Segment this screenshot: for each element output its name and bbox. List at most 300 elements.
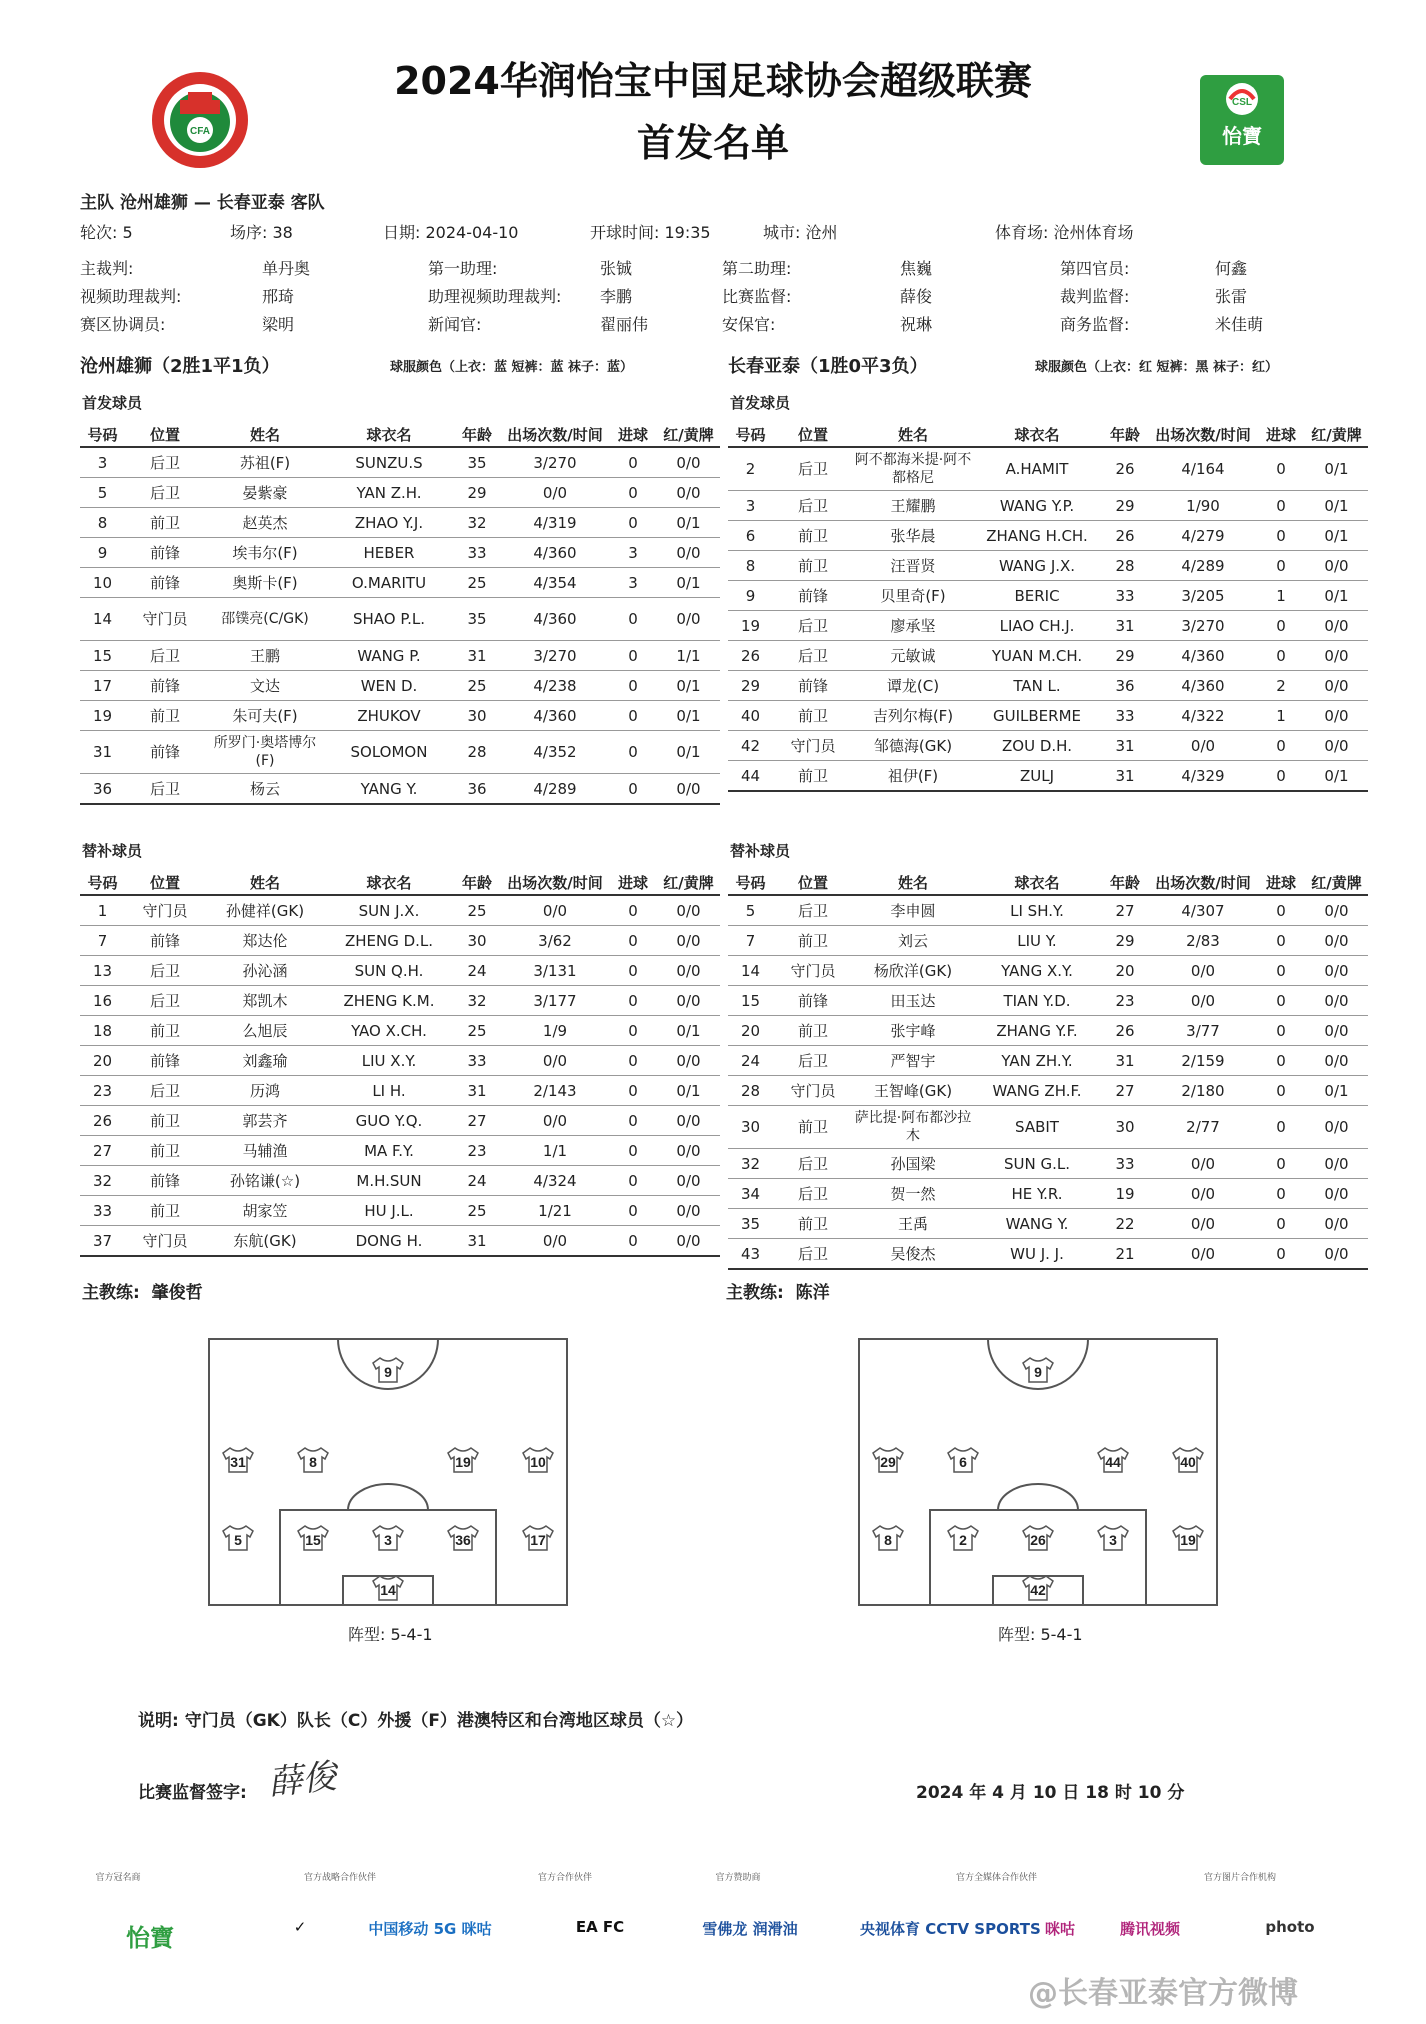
table-cell: 3/270 (501, 641, 609, 671)
table-cell: 0/0 (1305, 895, 1368, 926)
table-cell: SUN J.X. (325, 895, 453, 926)
table-cell: 孙国梁 (853, 1149, 973, 1179)
table-cell: 36 (1101, 671, 1149, 701)
table-cell: 33 (453, 538, 501, 568)
table-cell: YAO X.CH. (325, 1016, 453, 1046)
sponsor-category: 官方图片合作机构 (1203, 1873, 1276, 1883)
table-row (728, 1149, 1368, 1179)
table-cell: 0/0 (657, 538, 720, 568)
shirt-number: 19 (1180, 1532, 1196, 1548)
table-cell: 24 (728, 1046, 773, 1076)
table-row (80, 956, 720, 986)
column-header: 进球 (1257, 422, 1305, 447)
table-cell: 0 (1257, 956, 1305, 986)
table-cell: 0/0 (501, 1106, 609, 1136)
table-cell: 0/0 (1149, 731, 1257, 761)
table-cell: 0/0 (1305, 731, 1368, 761)
table-cell: 35 (453, 598, 501, 641)
table-cell: 3/205 (1149, 581, 1257, 611)
table-cell: 0/0 (1305, 1046, 1368, 1076)
column-header: 进球 (609, 870, 657, 895)
home-team-name: 沧州雄狮（2胜1平1负） (80, 356, 280, 377)
table-cell: 奥斯卡(F) (205, 568, 325, 598)
column-header: 球衣名 (973, 422, 1101, 447)
table-cell: 前锋 (125, 671, 205, 701)
shirt-number: 9 (384, 1364, 392, 1380)
table-cell: LIAO CH.J. (973, 611, 1101, 641)
sponsor-logo: photo (1265, 1918, 1315, 1936)
official-role-2-4: 安保官: (722, 315, 776, 334)
table-cell: 0/0 (657, 1136, 720, 1166)
table-cell: 14 (728, 956, 773, 986)
table-cell: 前卫 (773, 1106, 853, 1149)
table-cell: 4/238 (501, 671, 609, 701)
table-cell: 31 (1101, 761, 1149, 792)
column-header: 进球 (1257, 870, 1305, 895)
table-cell: 35 (728, 1209, 773, 1239)
table-cell: 0/0 (657, 956, 720, 986)
table-cell: 3 (728, 491, 773, 521)
table-cell: 0 (609, 1196, 657, 1226)
column-header: 球衣名 (973, 870, 1101, 895)
table-cell: 0 (609, 1076, 657, 1106)
table-row (728, 1239, 1368, 1270)
table-cell: 4/354 (501, 568, 609, 598)
table-cell: 31 (453, 641, 501, 671)
table-cell: 0/1 (657, 701, 720, 731)
away-formation: 阵型: 5-4-1 (998, 1625, 1083, 1644)
sponsor-logo: EA FC (575, 1918, 625, 1936)
table-row (728, 986, 1368, 1016)
shirt-number: 44 (1105, 1454, 1121, 1470)
table-row (80, 1016, 720, 1046)
official-name-2-3: 翟丽伟 (600, 315, 649, 334)
table-cell: 晏紫豪 (205, 478, 325, 508)
table-cell: YAN ZH.Y. (973, 1046, 1101, 1076)
official-role-0-0: 主裁判: (80, 259, 134, 278)
table-cell: 0/0 (657, 1226, 720, 1257)
table-cell: 3 (609, 568, 657, 598)
shirt-number: 26 (1030, 1532, 1046, 1548)
table-cell: 王耀鹏 (853, 491, 973, 521)
away-subs-label: 替补球员 (730, 842, 791, 860)
table-cell: LIU X.Y. (325, 1046, 453, 1076)
official-role-2-6: 商务监督: (1060, 315, 1130, 334)
table-cell: 27 (1101, 1076, 1149, 1106)
table-cell: 0 (609, 1166, 657, 1196)
table-cell: 0 (609, 1106, 657, 1136)
table-row (728, 701, 1368, 731)
table-cell: SUN Q.H. (325, 956, 453, 986)
table-cell: 0 (609, 774, 657, 805)
table-cell: 0/0 (501, 478, 609, 508)
table-cell: 0/0 (1305, 1209, 1368, 1239)
table-cell: 4/164 (1149, 447, 1257, 491)
table-cell: 19 (80, 701, 125, 731)
table-cell: 前卫 (773, 701, 853, 731)
table-cell: 1 (80, 895, 125, 926)
home-formation: 阵型: 5-4-1 (348, 1625, 433, 1644)
away-starters-table (728, 422, 1368, 792)
table-row (728, 521, 1368, 551)
column-header: 年龄 (1101, 422, 1149, 447)
table-cell: 0 (609, 956, 657, 986)
table-cell: 0 (1257, 611, 1305, 641)
table-cell: 36 (80, 774, 125, 805)
table-cell: 田玉达 (853, 986, 973, 1016)
table-cell: WANG ZH.F. (973, 1076, 1101, 1106)
official-role-1-4: 比赛监督: (722, 287, 792, 306)
table-cell: 守门员 (125, 895, 205, 926)
table-cell: 0 (1257, 1046, 1305, 1076)
table-cell: 前锋 (125, 538, 205, 568)
table-cell: 3 (609, 538, 657, 568)
table-row (80, 1106, 720, 1136)
official-name-0-1: 单丹奥 (262, 259, 311, 278)
table-cell: 31 (453, 1076, 501, 1106)
table-cell: 0 (609, 478, 657, 508)
table-cell: 28 (453, 731, 501, 774)
table-cell: 文达 (205, 671, 325, 701)
table-cell: 0/0 (657, 1166, 720, 1196)
table-cell: 前锋 (125, 1166, 205, 1196)
table-cell: 21 (1101, 1239, 1149, 1270)
table-cell: 王鹏 (205, 641, 325, 671)
table-cell: 3 (80, 447, 125, 478)
table-cell: 0/1 (657, 1016, 720, 1046)
official-name-1-7: 张雷 (1215, 287, 1248, 306)
table-cell: 0 (1257, 447, 1305, 491)
home-coach (82, 1278, 203, 1303)
table-cell: HE Y.R. (973, 1179, 1101, 1209)
table-cell: 刘鑫瑜 (205, 1046, 325, 1076)
table-cell: 后卫 (773, 1179, 853, 1209)
table-cell: 33 (1101, 1149, 1149, 1179)
table-cell: 4/324 (501, 1166, 609, 1196)
table-cell: 前卫 (773, 551, 853, 581)
table-cell: 44 (728, 761, 773, 792)
table-cell: 25 (453, 568, 501, 598)
table-row (80, 926, 720, 956)
table-cell: 31 (1101, 611, 1149, 641)
table-cell: 谭龙(C) (853, 671, 973, 701)
column-header: 球衣名 (325, 422, 453, 447)
shirt-number: 36 (455, 1532, 471, 1548)
table-cell: 0 (609, 895, 657, 926)
table-cell: 0/0 (657, 1106, 720, 1136)
table-cell: 3/131 (501, 956, 609, 986)
cfa-logo-abbr: CFA (190, 126, 210, 137)
table-cell: 0 (609, 1226, 657, 1257)
table-cell: 0 (1257, 1016, 1305, 1046)
table-row (728, 1076, 1368, 1106)
table-cell: 0/0 (1149, 1239, 1257, 1270)
table-cell: 0/0 (1149, 1209, 1257, 1239)
table-row (80, 1166, 720, 1196)
table-cell: 0 (1257, 986, 1305, 1016)
shirt-number: 19 (455, 1454, 471, 1470)
column-header: 姓名 (205, 422, 325, 447)
table-cell: 33 (453, 1046, 501, 1076)
table-cell: 0/0 (501, 895, 609, 926)
table-cell: 26 (1101, 447, 1149, 491)
sponsor-category: 官方全媒体合作伙伴 (956, 1873, 1038, 1883)
table-cell: 0/0 (1149, 956, 1257, 986)
match-no: 场序: 38 (230, 223, 293, 242)
home-coach-label: 主教练: (82, 1283, 140, 1303)
table-row (728, 1179, 1368, 1209)
table-cell: ZHANG H.CH. (973, 521, 1101, 551)
table-cell: 9 (728, 581, 773, 611)
table-cell: 0/1 (1305, 1076, 1368, 1106)
table-row (80, 478, 720, 508)
table-cell: 0 (609, 986, 657, 1016)
table-row (728, 491, 1368, 521)
table-row (80, 671, 720, 701)
shirt-number: 3 (1109, 1532, 1117, 1548)
table-cell: 6 (728, 521, 773, 551)
table-cell: 14 (80, 598, 125, 641)
table-cell: 23 (1101, 986, 1149, 1016)
table-cell: 朱可夫(F) (205, 701, 325, 731)
table-cell: GUILBERME (973, 701, 1101, 731)
table-cell: 8 (80, 508, 125, 538)
table-cell: 8 (728, 551, 773, 581)
table-cell: 0/0 (1305, 1016, 1368, 1046)
table-cell: 23 (453, 1136, 501, 1166)
city: 城市: 沧州 (763, 223, 838, 242)
table-cell: 40 (728, 701, 773, 731)
table-cell: 0/0 (1305, 1179, 1368, 1209)
table-cell: 0 (609, 1136, 657, 1166)
table-cell: 7 (728, 926, 773, 956)
table-cell: 前卫 (773, 761, 853, 792)
table-cell: SUNZU.S (325, 447, 453, 478)
table-cell: 0 (609, 1016, 657, 1046)
column-header: 出场次数/时间 (501, 422, 609, 447)
table-row (80, 641, 720, 671)
table-cell: 33 (80, 1196, 125, 1226)
table-row (728, 551, 1368, 581)
away-coach (726, 1278, 830, 1303)
table-cell: 后卫 (125, 774, 205, 805)
sponsor-logo: 雪佛龙 润滑油 (702, 1920, 798, 1938)
table-cell: 33 (1101, 701, 1149, 731)
official-role-2-2: 新闻官: (428, 315, 482, 334)
table-cell: 9 (80, 538, 125, 568)
away-formation-pitch (858, 1338, 1218, 1610)
table-cell: 4/360 (1149, 641, 1257, 671)
table-cell: 4/289 (501, 774, 609, 805)
sponsor-logo: 咪咕 (1044, 1920, 1075, 1938)
column-header: 姓名 (205, 870, 325, 895)
table-cell: 李申圆 (853, 895, 973, 926)
shirt-number: 8 (309, 1454, 317, 1470)
column-header: 红/黄牌 (1305, 422, 1368, 447)
table-cell: 刘云 (853, 926, 973, 956)
page-title: 2024华润怡宝中国足球协会超级联赛 (394, 59, 1032, 103)
table-cell: 后卫 (773, 491, 853, 521)
table-cell: ZHENG D.L. (325, 926, 453, 956)
column-header: 位置 (125, 870, 205, 895)
table-cell: SOLOMON (325, 731, 453, 774)
table-cell: 0/0 (657, 1046, 720, 1076)
table-cell: 0/1 (657, 731, 720, 774)
table-cell: 20 (80, 1046, 125, 1076)
column-header: 号码 (728, 870, 773, 895)
table-row (80, 731, 720, 774)
column-header: 年龄 (453, 870, 501, 895)
table-cell: 0/0 (1305, 1149, 1368, 1179)
table-cell: 26 (728, 641, 773, 671)
table-cell: 4/279 (1149, 521, 1257, 551)
table-cell: 27 (1101, 895, 1149, 926)
table-cell: 0/1 (1305, 761, 1368, 792)
table-cell: ZHAO Y.J. (325, 508, 453, 538)
signature-datetime: 2024 年 4 月 10 日 18 时 10 分 (916, 1783, 1185, 1803)
table-cell: ZOU D.H. (973, 731, 1101, 761)
table-cell: 后卫 (125, 447, 205, 478)
table-cell: 0/0 (1305, 926, 1368, 956)
table-row (80, 538, 720, 568)
table-cell: 0/0 (657, 986, 720, 1016)
table-cell: 郭芸齐 (205, 1106, 325, 1136)
away-coach-label: 主教练: (726, 1283, 784, 1303)
table-row (80, 774, 720, 805)
table-cell: 28 (728, 1076, 773, 1106)
table-cell: 前卫 (773, 521, 853, 551)
table-cell: SUN G.L. (973, 1149, 1101, 1179)
home-subs-label: 替补球员 (82, 842, 143, 860)
table-cell: 20 (728, 1016, 773, 1046)
table-cell: 0/0 (1149, 1149, 1257, 1179)
table-cell: 前卫 (125, 1016, 205, 1046)
table-cell: 22 (1101, 1209, 1149, 1239)
table-cell: 0/0 (1305, 671, 1368, 701)
table-row (728, 611, 1368, 641)
table-cell: 么旭辰 (205, 1016, 325, 1046)
table-cell: M.H.SUN (325, 1166, 453, 1196)
table-cell: 2/77 (1149, 1106, 1257, 1149)
table-cell: 0 (609, 508, 657, 538)
table-cell: 0/1 (1305, 447, 1368, 491)
table-cell: 0/0 (657, 598, 720, 641)
table-cell: 1/9 (501, 1016, 609, 1046)
table-cell: O.MARITU (325, 568, 453, 598)
table-cell: 15 (728, 986, 773, 1016)
table-cell: 后卫 (773, 611, 853, 641)
table-cell: 邹德海(GK) (853, 731, 973, 761)
table-cell: 4/319 (501, 508, 609, 538)
official-role-1-6: 裁判监督: (1060, 287, 1130, 306)
table-cell: 29 (453, 478, 501, 508)
csl-logo-brand: 怡寶 (1222, 124, 1262, 148)
table-cell: 10 (80, 568, 125, 598)
table-cell: 0 (1257, 491, 1305, 521)
table-row (728, 731, 1368, 761)
table-cell: 27 (453, 1106, 501, 1136)
table-cell: 守门员 (773, 1076, 853, 1106)
column-header: 红/黄牌 (657, 870, 720, 895)
table-row (80, 508, 720, 538)
table-cell: ZHANG Y.F. (973, 1016, 1101, 1046)
table-cell: 吉列尔梅(F) (853, 701, 973, 731)
table-cell: 0/0 (1149, 986, 1257, 1016)
table-cell: 26 (1101, 1016, 1149, 1046)
shirt-number: 9 (1034, 1364, 1042, 1380)
table-cell: 历鸿 (205, 1076, 325, 1106)
official-name-0-5: 焦巍 (900, 259, 933, 278)
table-cell: 前卫 (125, 1196, 205, 1226)
table-cell: 胡家笠 (205, 1196, 325, 1226)
table-cell: 守门员 (125, 598, 205, 641)
table-cell: 0 (1257, 1106, 1305, 1149)
table-cell: 2/143 (501, 1076, 609, 1106)
table-cell: 0 (609, 641, 657, 671)
table-cell: 后卫 (125, 641, 205, 671)
home-starters-table (80, 422, 720, 805)
column-header: 红/黄牌 (657, 422, 720, 447)
table-cell: YANG X.Y. (973, 956, 1101, 986)
table-cell: 32 (728, 1149, 773, 1179)
table-cell: HEBER (325, 538, 453, 568)
table-cell: 32 (80, 1166, 125, 1196)
table-cell: 13 (80, 956, 125, 986)
table-row (80, 895, 720, 926)
column-header: 出场次数/时间 (501, 870, 609, 895)
table-cell: 32 (453, 986, 501, 1016)
csl-logo (1200, 75, 1284, 165)
table-cell: 0/0 (657, 926, 720, 956)
table-cell: 25 (453, 1196, 501, 1226)
table-cell: 0/0 (1305, 1106, 1368, 1149)
table-cell: 后卫 (125, 1076, 205, 1106)
table-cell: 郑达伦 (205, 926, 325, 956)
table-cell: 前锋 (125, 568, 205, 598)
table-row (80, 1046, 720, 1076)
table-row (80, 986, 720, 1016)
table-row (80, 1136, 720, 1166)
table-cell: 0/1 (657, 508, 720, 538)
kickoff-time: 开球时间: 19:35 (590, 223, 711, 242)
table-cell: 1/1 (657, 641, 720, 671)
table-cell: 43 (728, 1239, 773, 1270)
table-cell: 0 (1257, 1209, 1305, 1239)
table-cell: TAN L. (973, 671, 1101, 701)
table-cell: 0 (1257, 731, 1305, 761)
table-cell: 37 (80, 1226, 125, 1257)
table-cell: 0/0 (1149, 1179, 1257, 1209)
table-cell: 36 (453, 774, 501, 805)
table-row (728, 671, 1368, 701)
match-date: 日期: 2024-04-10 (383, 223, 519, 242)
shirt-number: 8 (884, 1532, 892, 1548)
table-cell: WANG J.X. (973, 551, 1101, 581)
sponsor-category: 官方赞助商 (715, 1873, 761, 1883)
pitch-diagram (208, 1338, 568, 1606)
table-cell: 后卫 (773, 447, 853, 491)
official-name-2-7: 米佳萌 (1215, 315, 1264, 334)
column-header: 姓名 (853, 422, 973, 447)
round: 轮次: 5 (80, 223, 133, 242)
table-cell: TIAN Y.D. (973, 986, 1101, 1016)
table-cell: 26 (80, 1106, 125, 1136)
official-role-2-0: 赛区协调员: (80, 315, 166, 334)
table-cell: 30 (453, 701, 501, 731)
table-cell: 19 (1101, 1179, 1149, 1209)
table-cell: 0/0 (501, 1226, 609, 1257)
column-header: 号码 (80, 422, 125, 447)
